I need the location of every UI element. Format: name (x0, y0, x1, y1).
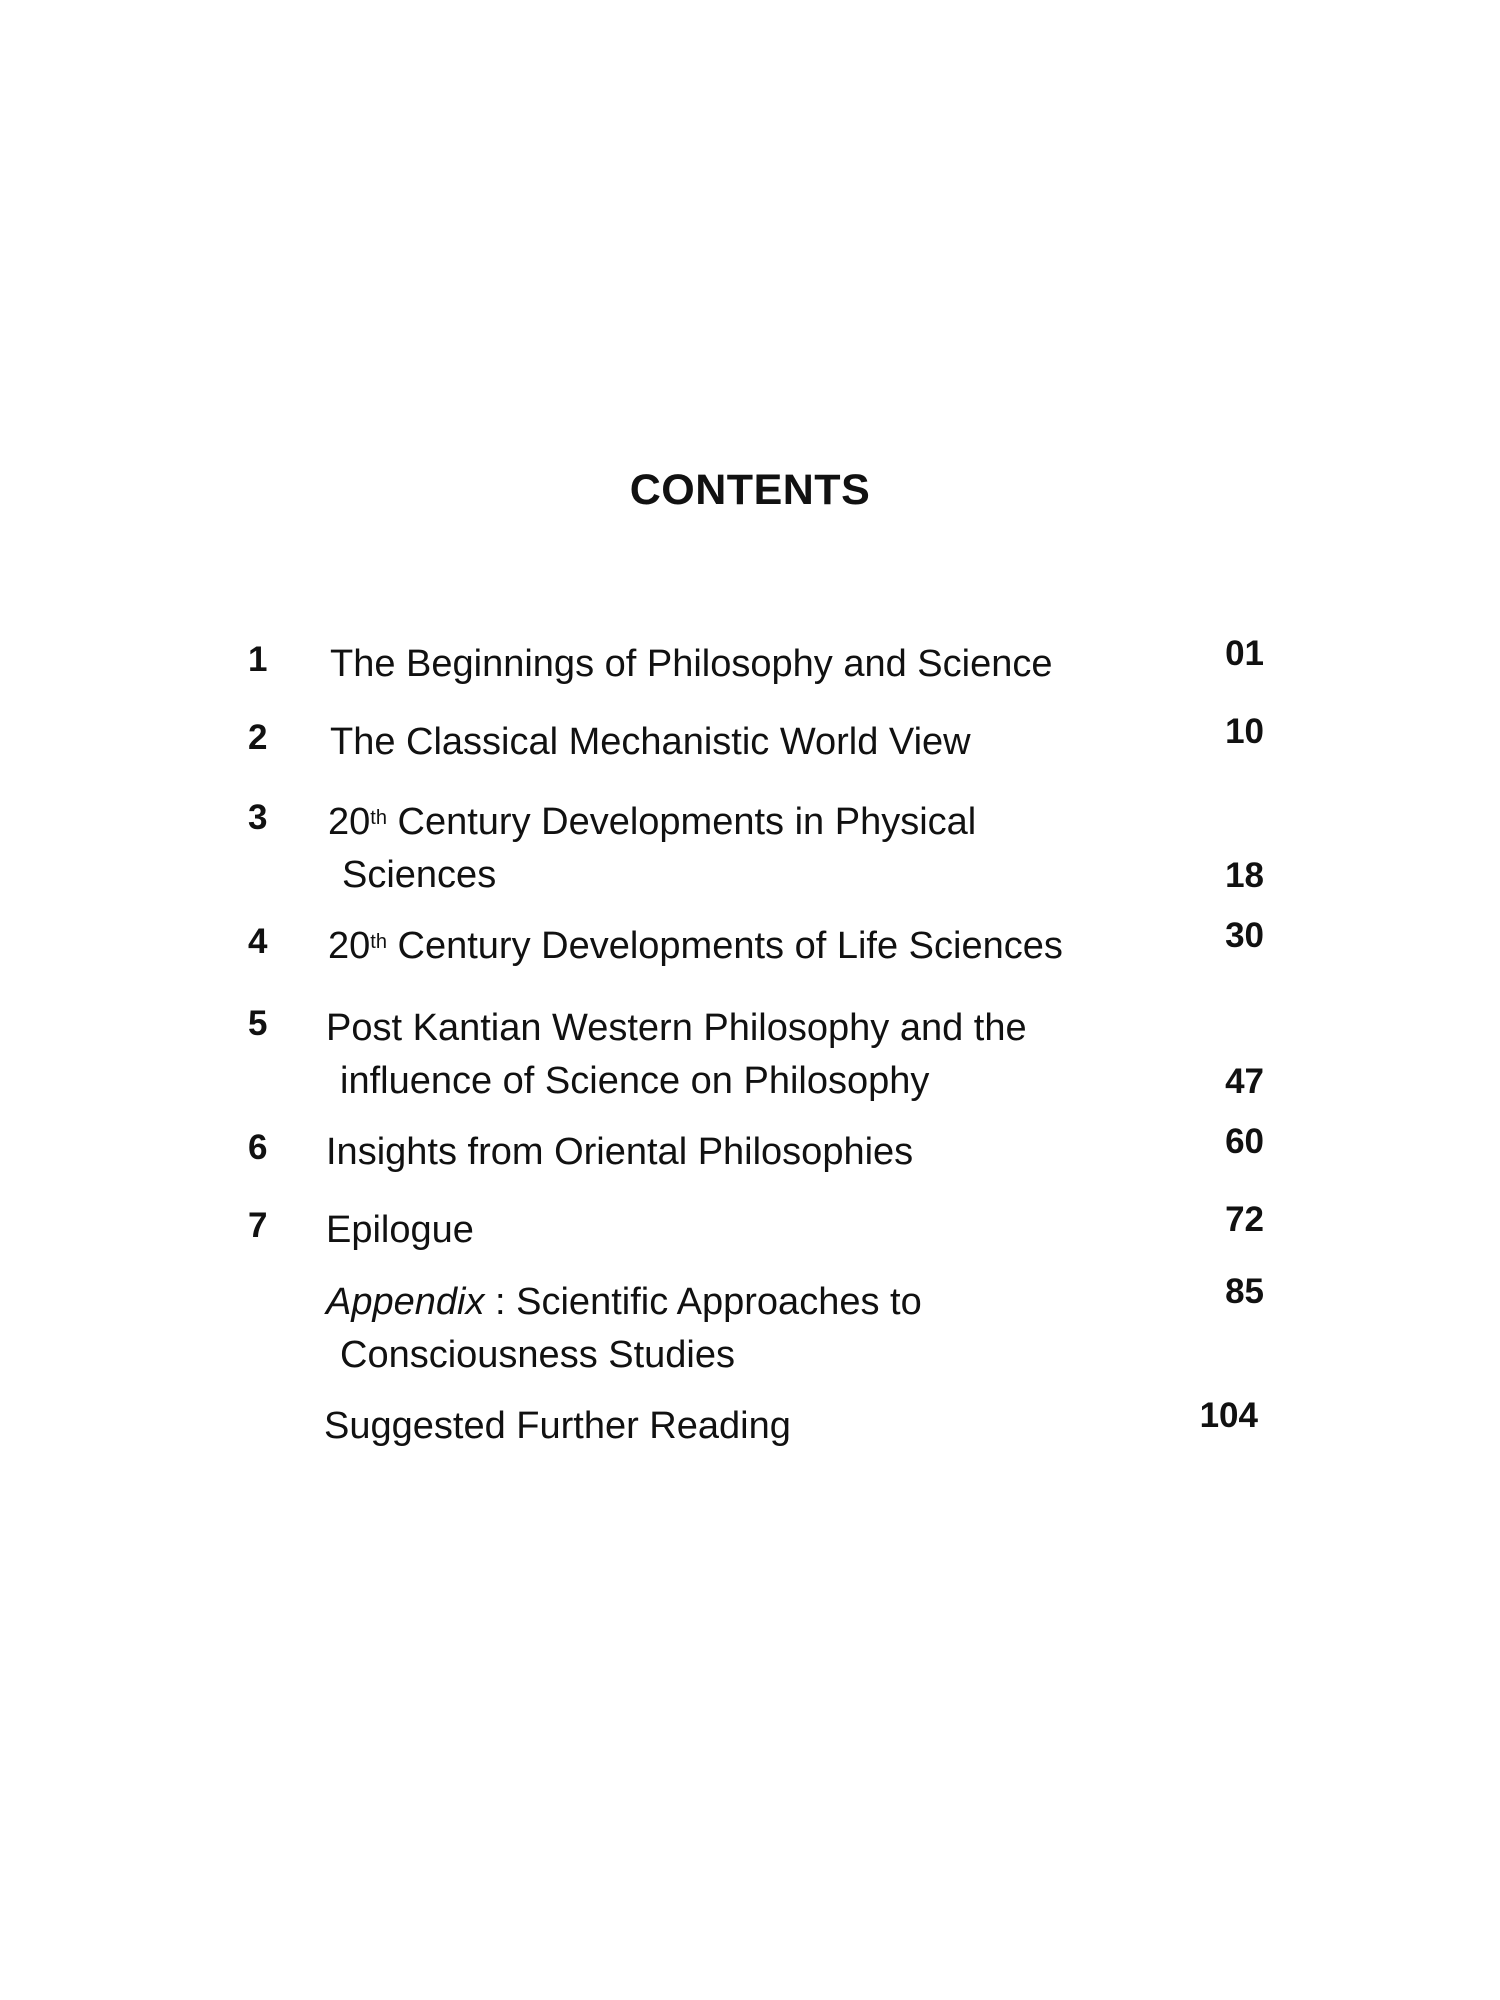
toc-entry-number: 5 (248, 1004, 268, 1043)
toc-entry-page: 47 (1225, 1062, 1264, 1101)
toc-entry-title-prefix: 20 (328, 801, 371, 843)
toc-entry-title (328, 796, 1228, 902)
toc-entry-number: 6 (248, 1128, 268, 1167)
toc-entry-title-rest: Century Developments in Physical (386, 801, 977, 843)
toc-entry-title-rest: Century Developments of Life Sciences (386, 925, 1063, 967)
toc-entry-page: 18 (1225, 856, 1264, 895)
toc-entry-title-prefix: 20 (328, 925, 371, 967)
toc-entry-page: 104 (1199, 1396, 1258, 1435)
toc-entry-title-rest: : Scientific Approaches to (484, 1281, 922, 1323)
toc-entry-title-line2: Sciences (342, 854, 497, 896)
toc-entry-page: 72 (1225, 1200, 1264, 1239)
toc-entry-title: Epilogue (326, 1209, 474, 1251)
toc-entry-title: Insights from Oriental Philosophies (326, 1131, 914, 1173)
toc-entry-title (326, 1276, 1226, 1382)
toc-entry-page: 01 (1225, 634, 1264, 673)
toc-entry-number: 4 (248, 922, 268, 961)
toc-entry-page: 85 (1225, 1272, 1264, 1311)
toc-entry-number: 7 (248, 1206, 268, 1245)
toc-entry-number: 3 (248, 798, 268, 837)
toc-entry-title (326, 1002, 1226, 1108)
toc-entry-number: 1 (248, 640, 268, 679)
toc-entry-number: 2 (248, 718, 268, 757)
toc-entry-title: Suggested Further Reading (324, 1405, 791, 1447)
toc-entry-title-line1: Post Kantian Western Philosophy and the (326, 1007, 1027, 1049)
toc-entry-page: 60 (1225, 1122, 1264, 1161)
toc-entry-title-line2: Consciousness Studies (340, 1334, 735, 1376)
ordinal-suffix: th (370, 807, 387, 829)
toc-entry-title: The Beginnings of Philosophy and Science (330, 643, 1053, 685)
toc-entry-title: The Classical Mechanistic World View (330, 721, 971, 763)
toc-entry-title-italic: Appendix (326, 1281, 485, 1323)
page-title: CONTENTS (629, 466, 871, 514)
toc-entry-title-line2: influence of Science on Philosophy (340, 1060, 930, 1102)
toc-entry-page: 30 (1225, 916, 1264, 955)
toc-entry-title (328, 920, 1228, 973)
ordinal-suffix: th (370, 931, 387, 953)
toc-entry-page: 10 (1225, 712, 1264, 751)
